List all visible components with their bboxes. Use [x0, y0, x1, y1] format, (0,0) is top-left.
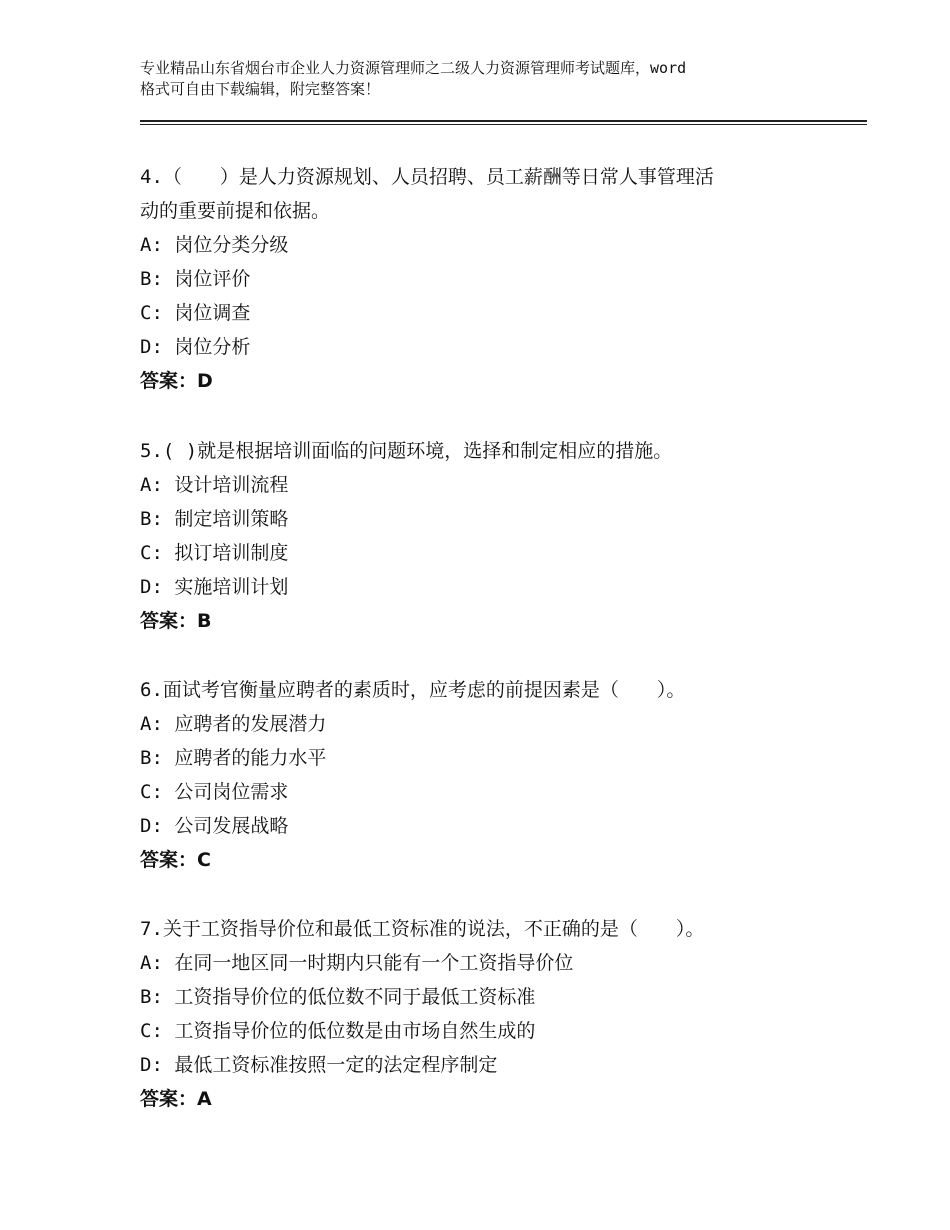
question-stem	[140, 160, 800, 228]
option-c: C: 拟订培训制度	[140, 542, 289, 564]
option-b: B: 制定培训策略	[140, 508, 289, 530]
option-b: B: 应聘者的能力水平	[140, 747, 327, 769]
option-a: A: 应聘者的发展潜力	[140, 713, 327, 735]
question-stem-line-1: 5.( )就是根据培训面临的问题环境，选择和制定相应的措施。	[140, 440, 673, 462]
question-stem-line-1: 4.（ ）是人力资源规划、人员招聘、员工薪酬等日常人事管理活	[140, 166, 714, 188]
option-d: D: 岗位分析	[140, 336, 251, 358]
header-title-line-1: 专业精品山东省烟台市企业人力资源管理师之二级人力资源管理师考试题库，word	[140, 59, 687, 77]
option-b: B: 工资指导价位的低位数不同于最低工资标准	[140, 986, 536, 1008]
option-d: D: 最低工资标准按照一定的法定程序制定	[140, 1054, 498, 1076]
answer-line: 答案：A	[140, 1088, 212, 1110]
question-stem-line-2: 动的重要前提和依据。	[140, 200, 331, 222]
answer-line: 答案：D	[140, 370, 213, 392]
question-6	[140, 673, 840, 877]
option-a: A: 在同一地区同一时期内只能有一个工资指导价位	[140, 952, 574, 974]
option-c: C: 工资指导价位的低位数是由市场自然生成的	[140, 1020, 536, 1042]
option-a: A: 设计培训流程	[140, 474, 289, 496]
header-divider-thin	[140, 124, 867, 125]
option-d: D: 实施培训计划	[140, 576, 289, 598]
question-7	[140, 912, 840, 1116]
header-divider-thick	[140, 120, 867, 122]
option-c: C: 公司岗位需求	[140, 781, 289, 803]
option-d: D: 公司发展战略	[140, 815, 289, 837]
question-stem	[140, 912, 800, 946]
answer-line: 答案：C	[140, 849, 211, 871]
option-b: B: 岗位评价	[140, 268, 251, 290]
header-title-line-2: 格式可自由下载编辑，附完整答案！	[140, 80, 381, 98]
option-a: A: 岗位分类分级	[140, 234, 289, 256]
question-stem	[140, 673, 800, 707]
question-stem-line-1: 6.面试考官衡量应聘者的素质时，应考虑的前提因素是（ ）。	[140, 679, 686, 701]
question-4	[140, 160, 840, 398]
question-stem-line-1: 7.关于工资指导价位和最低工资标准的说法，不正确的是（ ）。	[140, 918, 705, 940]
answer-line: 答案：B	[140, 610, 212, 632]
option-c: C: 岗位调查	[140, 302, 251, 324]
question-stem	[140, 434, 800, 468]
document-header	[140, 58, 830, 100]
question-5	[140, 434, 840, 638]
